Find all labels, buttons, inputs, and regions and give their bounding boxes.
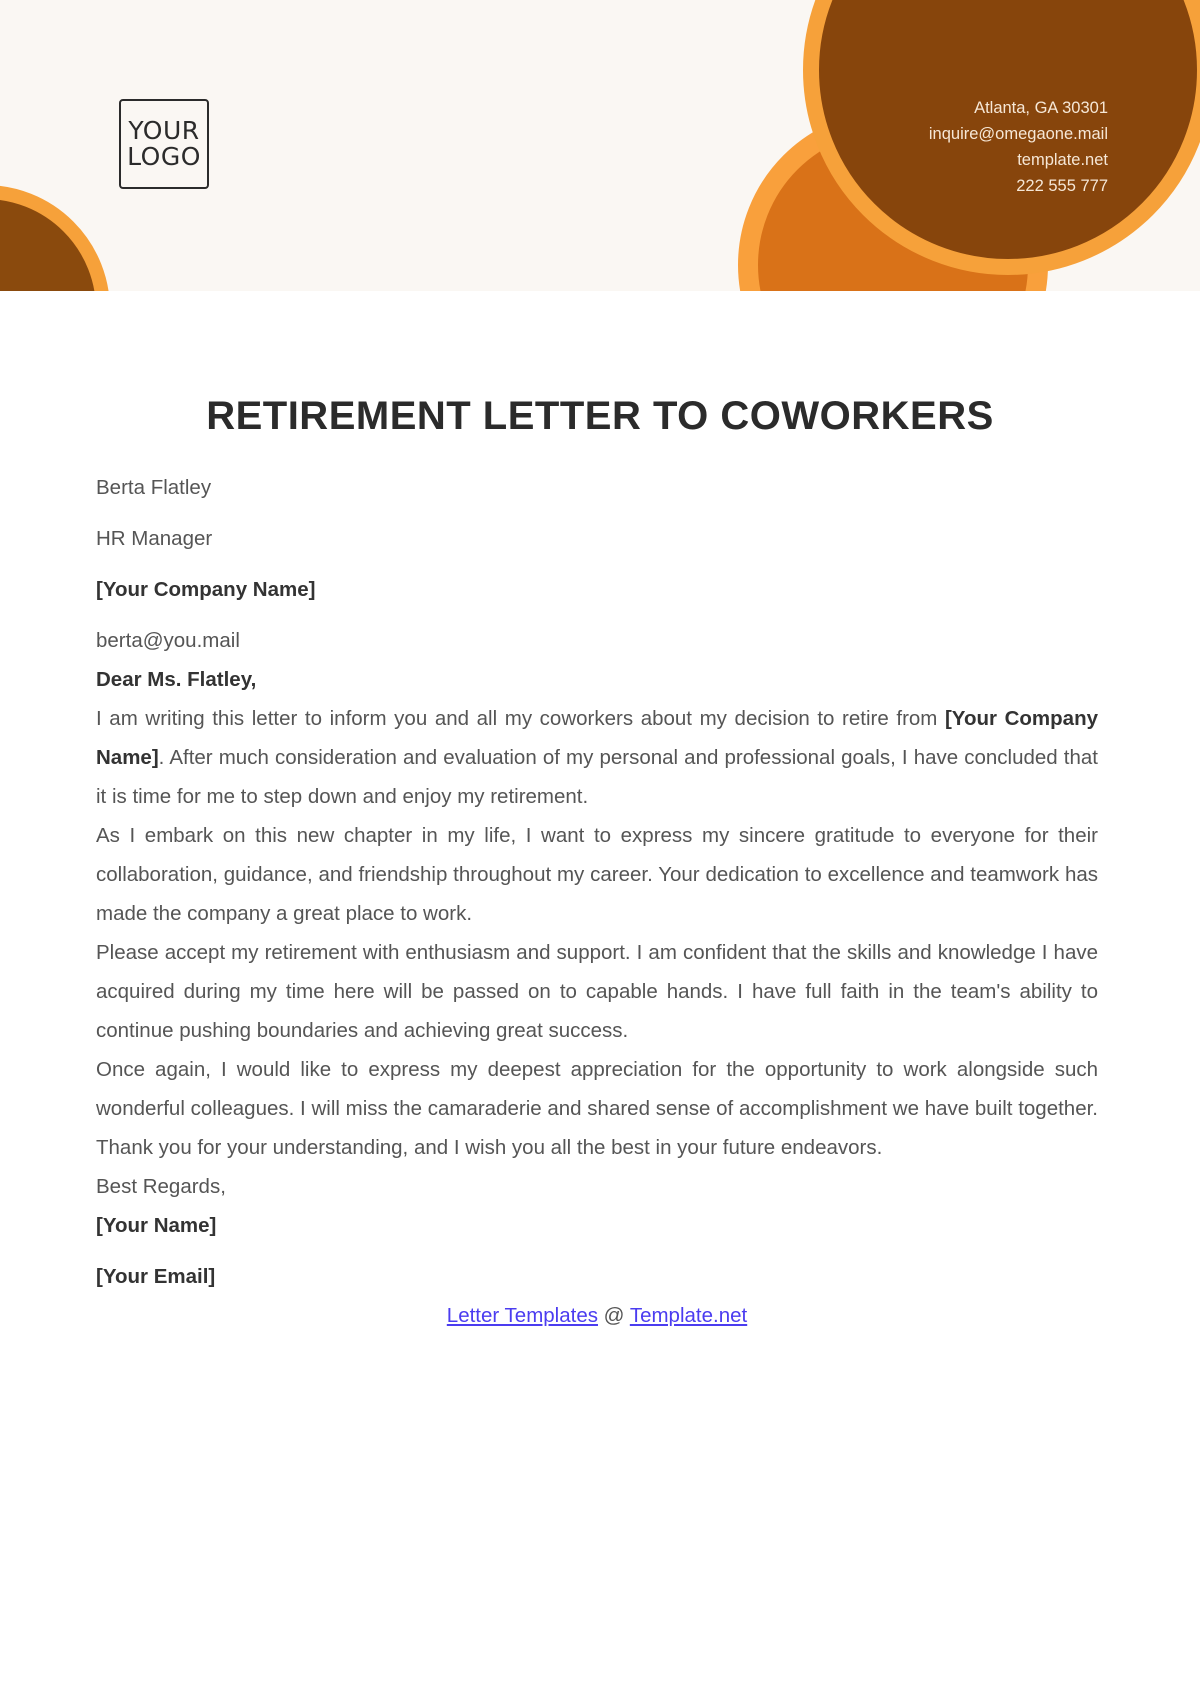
footer-link-template-net[interactable]: Template.net (629, 1304, 748, 1327)
paragraph-1 (96, 699, 1098, 816)
logo-text-line-2: LOGO (127, 142, 201, 171)
closing-name: [Your Name] (96, 1214, 217, 1237)
paragraph-2: As I embark on this new chapter in my life, I want to express my sincere gratitude to everyone for their collaboration, guidance, and friendship throughout my career. Your dedication to excellence and teamwork has made the company a great place to work. (96, 824, 1098, 925)
contact-block (929, 95, 1108, 199)
recipient-email: berta@you.mail (96, 629, 240, 652)
contact-phone: 222 555 777 (1016, 177, 1108, 195)
letter-body (96, 468, 1098, 1357)
footer-link-letter-templates[interactable]: Letter Templates (446, 1304, 598, 1327)
recipient-name: Berta Flatley (96, 476, 212, 499)
paragraph-1-end: . After much consideration and evaluation of my personal and professional goals, I have concluded that it is time for me to step down and enjoy my retirement. (96, 746, 1098, 808)
paragraph-1-start: I am writing this letter to inform you and all my coworkers about my decision to retire from (96, 707, 945, 730)
recipient-company: [Your Company Name] (96, 578, 316, 601)
logo-text-line-1: YOUR (128, 116, 200, 145)
closing-email: [Your Email] (96, 1265, 216, 1288)
footer-credit (96, 1296, 1098, 1336)
contact-website: template.net (1017, 151, 1108, 169)
paragraph-4: Once again, I would like to express my deepest appreciation for the opportunity to work alongside such wonderful colleagues. I will miss the camaraderie and shared sense of accomplishment we have built together. Thank you for your understanding, and I wish you all the best in your future endeavors. (96, 1058, 1098, 1159)
closing-valediction: Best Regards, (96, 1175, 226, 1198)
contact-address: Atlanta, GA 30301 (974, 99, 1108, 117)
letter-title: RETIREMENT LETTER TO COWORKERS (206, 394, 994, 438)
header-band (0, 0, 1200, 291)
paragraph-3: Please accept my retirement with enthusiasm and support. I am confident that the skills and knowledge I have acquired during my time here will be passed on to capable hands. I have full faith in the team's ability to continue pushing boundaries and achieving great success. (96, 941, 1098, 1042)
contact-email: inquire@omegaone.mail (928, 125, 1108, 143)
company-logo (119, 99, 209, 189)
footer-separator: @ (597, 1304, 630, 1327)
recipient-position: HR Manager (96, 527, 213, 550)
salutation: Dear Ms. Flatley, (96, 668, 257, 691)
decorative-circle-left (0, 185, 110, 291)
paragraph-1-company: [Your Company Name] (96, 707, 1098, 769)
